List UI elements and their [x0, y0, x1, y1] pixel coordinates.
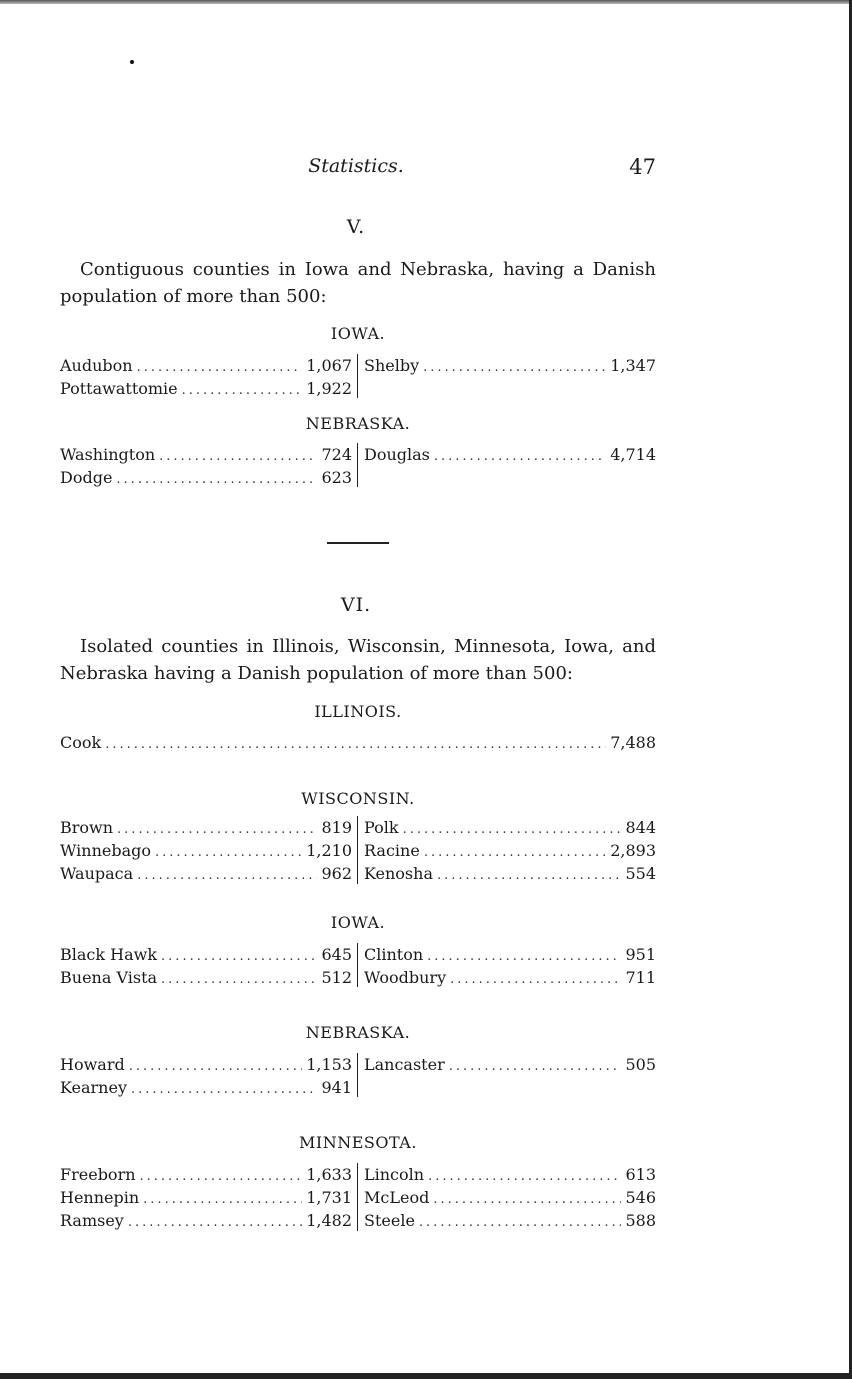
county-entry: [60, 354, 352, 377]
county-table-vi-illinois: [60, 731, 656, 754]
county-entry: [60, 1076, 352, 1099]
dot-leader: [137, 864, 317, 887]
county-population: 1,067: [306, 356, 352, 375]
county-population: 4,714: [610, 445, 656, 464]
dot-leader: [427, 945, 621, 968]
section-vi-heading: VI.: [340, 594, 372, 616]
county-population: 546: [625, 1188, 656, 1207]
section-v-intro: [60, 256, 656, 310]
column-divider: [357, 354, 358, 398]
county-name: Brown: [60, 818, 114, 837]
dot-leader: [182, 379, 303, 402]
county-entry: [60, 816, 352, 839]
county-name: Washington: [60, 445, 156, 464]
county-name: Clinton: [364, 945, 424, 964]
section-v-intro-line1: Contiguous counties in Iowa and Nebraska, having a Danish: [80, 259, 656, 280]
section-v-heading: V.: [346, 216, 366, 238]
county-entry: [364, 816, 656, 839]
dot-leader: [159, 445, 317, 468]
county-entry: [364, 354, 656, 377]
county-population: 962: [321, 864, 352, 883]
county-population: 711: [625, 968, 656, 987]
county-population: 2,893: [610, 841, 656, 860]
county-name: Buena Vista: [60, 968, 158, 987]
county-entry: [364, 1163, 656, 1186]
county-column-left: [60, 943, 352, 989]
page-edge-top: [0, 0, 852, 4]
dot-leader: [433, 1188, 621, 1211]
county-population: 554: [625, 864, 656, 883]
county-entry: [364, 1186, 656, 1209]
county-table-vi-iowa: [60, 943, 656, 989]
state-heading-minnesota: MINNESOTA.: [299, 1133, 417, 1152]
county-population: 7,488: [610, 733, 656, 752]
state-heading-iowa: IOWA.: [330, 324, 386, 343]
county-population: 613: [625, 1165, 656, 1184]
county-column-right: [364, 816, 656, 885]
county-population: 512: [321, 968, 352, 987]
county-population: 844: [625, 818, 656, 837]
county-population: 951: [625, 945, 656, 964]
county-name: Douglas: [364, 445, 430, 464]
column-divider: [357, 1053, 358, 1097]
state-heading-iowa-vi: IOWA.: [330, 913, 386, 932]
county-entry: [364, 839, 656, 862]
county-table-v-iowa: [60, 354, 656, 400]
county-entry: [364, 1209, 656, 1232]
county-name: Howard: [60, 1055, 125, 1074]
county-entry: [60, 1163, 352, 1186]
county-population: 588: [625, 1211, 656, 1230]
column-divider: [357, 443, 358, 487]
county-name: Kearney: [60, 1078, 127, 1097]
county-name: Ramsey: [60, 1211, 124, 1230]
county-column-right: [364, 443, 656, 466]
county-name: Shelby: [364, 356, 420, 375]
dot-leader: [428, 1165, 621, 1188]
dot-leader: [129, 1055, 302, 1078]
county-column-left: [60, 354, 352, 400]
county-name: Cook: [60, 733, 102, 752]
county-entry: [60, 1209, 352, 1232]
county-population: 724: [321, 445, 352, 464]
dot-leader: [128, 1211, 302, 1234]
county-entry: [60, 731, 656, 754]
county-entry: [60, 966, 352, 989]
county-entry: [364, 966, 656, 989]
county-name: Woodbury: [364, 968, 447, 987]
county-population: 819: [321, 818, 352, 837]
county-entry: [364, 443, 656, 466]
county-entry: [60, 862, 352, 885]
dot-leader: [137, 356, 303, 379]
county-name: Racine: [364, 841, 420, 860]
section-vi-intro-line2: Nebraska having a Danish population of more than 500:: [60, 663, 573, 684]
county-name: Waupaca: [60, 864, 134, 883]
dot-leader: [419, 1211, 622, 1234]
county-column-right: [364, 1053, 656, 1076]
county-entry: [60, 466, 352, 489]
dot-leader: [449, 1055, 622, 1078]
county-population: 1,210: [306, 841, 352, 860]
county-table-vi-nebraska: [60, 1053, 656, 1099]
county-entry: [364, 943, 656, 966]
dot-leader: [117, 818, 317, 841]
state-heading-illinois: ILLINOIS.: [314, 702, 402, 721]
running-head: [0, 155, 852, 181]
county-population: 645: [321, 945, 352, 964]
county-table-v-nebraska: [60, 443, 656, 489]
county-column-right: [364, 1163, 656, 1232]
column-divider: [357, 816, 358, 884]
county-name: Freeborn: [60, 1165, 136, 1184]
section-vi-intro: [60, 633, 656, 687]
dot-leader: [424, 841, 606, 864]
county-name: Lincoln: [364, 1165, 425, 1184]
dot-leader: [403, 818, 622, 841]
county-population: 1,922: [306, 379, 352, 398]
dot-leader: [450, 968, 621, 991]
section-vi-intro-line1: Isolated counties in Illinois, Wisconsin, Minnesota, Iowa, and: [80, 636, 656, 657]
county-name: Pottawattomie: [60, 379, 178, 398]
page-number: 47: [629, 155, 656, 179]
page-edge-bottom: [0, 1373, 852, 1379]
county-column-right: [364, 354, 656, 377]
dot-leader: [116, 468, 317, 491]
county-entry: [60, 1186, 352, 1209]
ink-speck: [130, 60, 134, 64]
county-table-vi-wisconsin: [60, 816, 656, 885]
county-name: McLeod: [364, 1188, 430, 1207]
county-name: Winnebago: [60, 841, 152, 860]
county-column-right: [364, 943, 656, 989]
dot-leader: [434, 445, 606, 468]
county-population: 1,731: [306, 1188, 352, 1207]
county-name: Kenosha: [364, 864, 433, 883]
dot-leader: [161, 968, 317, 991]
county-name: Hennepin: [60, 1188, 140, 1207]
county-population: 1,153: [306, 1055, 352, 1074]
column-divider: [357, 1163, 358, 1231]
county-name: Black Hawk: [60, 945, 158, 964]
county-column-left: [60, 443, 352, 489]
county-name: Steele: [364, 1211, 415, 1230]
county-population: 505: [625, 1055, 656, 1074]
county-name: Polk: [364, 818, 399, 837]
county-entry: [60, 943, 352, 966]
county-population: 941: [321, 1078, 352, 1097]
county-entry: [60, 377, 352, 400]
county-population: 1,482: [306, 1211, 352, 1230]
running-title: Statistics.: [308, 155, 404, 177]
state-heading-nebraska: NEBRASKA.: [305, 414, 411, 433]
dot-leader: [140, 1165, 303, 1188]
state-heading-nebraska-vi: NEBRASKA.: [305, 1023, 411, 1042]
dot-leader: [423, 356, 606, 379]
state-heading-wisconsin: WISCONSIN.: [301, 789, 415, 808]
county-entry: [364, 1053, 656, 1076]
county-name: Lancaster: [364, 1055, 445, 1074]
county-name: Dodge: [60, 468, 113, 487]
county-entry: [60, 443, 352, 466]
section-rule: [327, 542, 389, 544]
county-entry: [364, 862, 656, 885]
dot-leader: [131, 1078, 317, 1101]
county-entry: [60, 839, 352, 862]
county-entry: [60, 1053, 352, 1076]
county-column-left: [60, 1163, 352, 1232]
dot-leader: [161, 945, 317, 968]
column-divider: [357, 943, 358, 987]
county-column-left: [60, 1053, 352, 1099]
county-population: 1,633: [306, 1165, 352, 1184]
dot-leader: [437, 864, 621, 887]
dot-leader: [155, 841, 302, 864]
county-column-left: [60, 816, 352, 885]
county-table-vi-minnesota: [60, 1163, 656, 1232]
section-v-intro-line2: population of more than 500:: [60, 286, 327, 307]
county-population: 623: [321, 468, 352, 487]
county-name: Audubon: [60, 356, 133, 375]
dot-leader: [143, 1188, 302, 1211]
dot-leader: [105, 733, 606, 756]
county-population: 1,347: [610, 356, 656, 375]
